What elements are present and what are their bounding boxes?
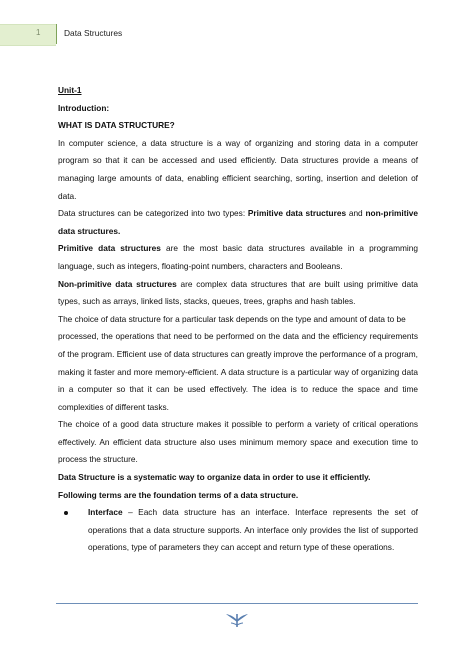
paragraph-non-primitive xyxy=(58,276,418,311)
bold-statement-2: Following terms are the foundation terms of a data structure. xyxy=(58,489,299,500)
unit-heading: Unit-1 xyxy=(58,85,82,95)
page-number-box xyxy=(0,24,56,46)
header-divider xyxy=(56,24,57,44)
paragraph-choice: processed, the operations that need to be performed on the data and the efficiency requirements of the program. Efficient use of data structures can greatly improve the performance of a program, making it faster and more memory-efficient. A data structure is a particular way of organizing data in a computer so that it can be used effectively. The idea is to reduce the space and time complexities of different tasks. xyxy=(58,331,418,412)
document-body xyxy=(58,82,418,557)
primitive-label: Primitive data structures xyxy=(58,243,161,254)
bullet-term: Interface xyxy=(88,507,123,518)
section-heading: WHAT IS DATA STRUCTURE? xyxy=(58,120,175,131)
paragraph-definition: In computer science, a data structure is a way of organizing and storing data in a computer program so that it can be accessed and used efficiently. Data structures provide a means of managing large amounts of data, enabling efficient searching, sorting, insertion and deletion of data. xyxy=(58,137,418,201)
footer-divider xyxy=(56,603,418,604)
bullet-text: – Each data structure has an interface. Interface represents the set of operations that a data structure supports. An interface only provides the list of supported operations, type of parameters they can accept and return type of these operations. xyxy=(88,507,418,553)
page-number: 1 xyxy=(36,28,41,37)
paragraph-primitive xyxy=(58,240,418,275)
non-primitive-text: are complex data structures that are built using primitive data types, such as arrays, linked lists, stacks, queues, trees, graphs and hash tables. xyxy=(58,278,418,307)
bullet-interface xyxy=(58,504,418,557)
ornament-icon xyxy=(223,611,251,629)
bold-statement-1: Data Structure is a systematic way to organize data in order to use it efficiently. xyxy=(58,472,371,483)
term-primitive: Primitive data structures xyxy=(247,208,347,219)
non-primitive-label: Non-primitive data structures xyxy=(58,278,177,289)
paragraph-good-choice: The choice of a good data structure makes it possible to perform a variety of critical operations effectively. An efficient data structure also uses minimum memory space and execution time to process the structure. xyxy=(58,419,418,465)
primitive-text: are the most basic data structures available in a programming language, such as integers, floating-point numbers, characters and Booleans. xyxy=(58,243,419,271)
term-non-primitive: non-primitive data structures. xyxy=(58,208,418,236)
paragraph-choice-line1: The choice of data structure for a particular task depends on the type and amount of data to be xyxy=(58,313,406,324)
page-header xyxy=(0,18,474,36)
paragraph-categories xyxy=(58,205,418,240)
bullet-dot-icon xyxy=(64,511,68,515)
paragraph-categories-text: Data structures can be categorized into two types: xyxy=(58,208,248,219)
paragraph-categories-and: and xyxy=(346,208,366,219)
introduction-heading: Introduction: xyxy=(58,102,110,113)
header-title: Data Structures xyxy=(64,28,123,38)
